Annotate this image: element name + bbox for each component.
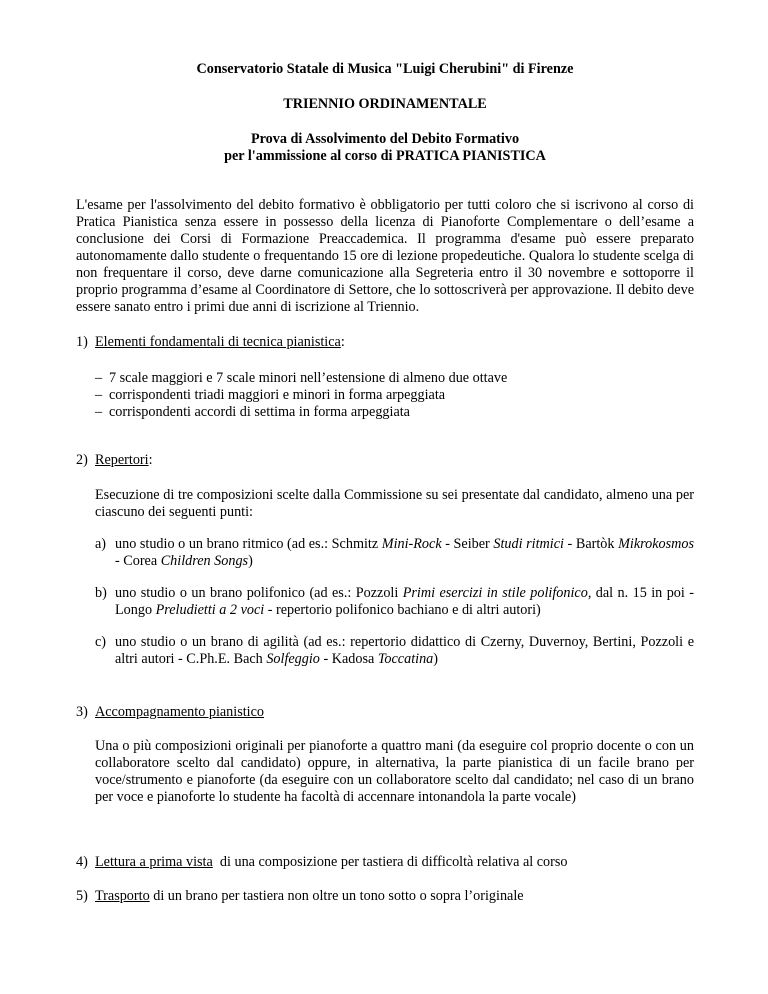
program-title: TRIENNIO ORDINAMENTALE [283, 96, 487, 112]
section-5-text: di un brano per tastiera non oltre un tono sotto o sopra l’originale [149, 888, 524, 904]
section-3-number: 3) [76, 704, 88, 720]
institution-title: Conservatorio Statale di Musica "Luigi Cherubini" di Firenze [196, 61, 574, 77]
sub-item-c-text: uno studio o un brano di agilità (ad es.: repertorio didattico di Czerny, Duvernoy, Bertini, Pozzoli e altri autori - C.Ph.E. Bach Solfeggio - Kadosa Toccatina) [115, 634, 694, 667]
section-2-colon: : [148, 452, 153, 468]
sub-item-c-letter: c) [95, 634, 107, 650]
section-2 [76, 452, 694, 668]
technique-list [76, 370, 694, 421]
section-4 [76, 854, 694, 871]
section-1-title: Elementi fondamentali di tecnica pianistica [95, 334, 341, 350]
section-1-heading [76, 334, 694, 351]
section-4-text: di una composizione per tastiera di difficoltà relativa al corso [212, 854, 568, 870]
section-3-heading [76, 704, 694, 721]
section-3-text: Una o più composizioni originali per pianoforte a quattro mani (da eseguire col proprio docente o con un collaboratore scelto dal candidato) oppure, in alternativa, la parte pianistica di un facile brano per voce/strumento e pianoforte (da eseguire con un collaboratore scelto dal candidato; nel caso di un brano per voce e pianoforte lo studente ha facoltà di accennare intonandola la parte vocale) [95, 738, 694, 805]
section-5 [76, 888, 694, 905]
section-3-title: Accompagnamento pianistico [95, 704, 265, 720]
sub-item-c [76, 634, 694, 668]
section-5-title: Trasporto [95, 888, 150, 904]
section-3 [76, 704, 694, 806]
list-item: – 7 scale maggiori e 7 scale minori nell’estensione di almeno due ottave [95, 370, 694, 387]
list-item: – corrispondenti accordi di settima in forma arpeggiata [95, 404, 694, 421]
sub-item-a-letter: a) [95, 536, 107, 552]
intro-paragraph: L'esame per l'assolvimento del debito formativo è obbligatorio per tutti coloro che si iscrivono al corso di Pratica Pianistica senza essere in possesso della licenza di Pianoforte Complementare o dell’esame a conclusione dei Corsi di Formazione Preaccademica. Il programma d'esame può essere preparato autonomamente dallo studente o frequentando 15 ore di lezione propedeutiche. Qualora lo studente scelga di non frequentare il corso, deve darne comunicazione alla Segreteria entro il 30 novembre e sottoporre il proprio programma d’esame al Coordinatore di Settore, che lo sottoscriverà per approvazione. Il debito deve essere sanato entro i primi due anni di iscrizione al Triennio. [76, 197, 694, 315]
section-5-number: 5) [76, 888, 88, 904]
sub-item-b [76, 585, 694, 619]
sub-item-a [76, 536, 694, 570]
section-1-colon: : [340, 334, 345, 350]
list-item: – corrispondenti triadi maggiori e minori in forma arpeggiata [95, 387, 694, 404]
section-2-heading [76, 452, 694, 469]
section-2-number: 2) [76, 452, 88, 468]
exam-title [76, 131, 694, 165]
sub-item-a-text: uno studio o un brano ritmico (ad es.: Schmitz Mini-Rock - Seiber Studi ritmici - Bartòk Mikrokosmos - Corea Children Songs) [115, 536, 694, 569]
section-4-number: 4) [76, 854, 88, 870]
exam-title-line1: Prova di Assolvimento del Debito Formativo [250, 131, 520, 147]
section-1-number: 1) [76, 334, 88, 350]
section-2-title: Repertori [95, 452, 149, 468]
section-2-text: Esecuzione di tre composizioni scelte dalla Commissione su sei presentate dal candidato, almeno una per ciascuno dei seguenti punti: [95, 487, 694, 520]
section-1 [76, 334, 694, 421]
section-4-title: Lettura a prima vista [95, 854, 213, 870]
exam-title-line2: per l'ammissione al corso di PRATICA PIANISTICA [224, 148, 546, 164]
sub-item-b-letter: b) [95, 585, 107, 601]
sub-item-b-text: uno studio o un brano polifonico (ad es.: Pozzoli Primi esercizi in stile polifonico, dal n. 15 in poi - Longo Preludietti a 2 voci - repertorio polifonico bachiano e di altri autori) [115, 585, 694, 618]
